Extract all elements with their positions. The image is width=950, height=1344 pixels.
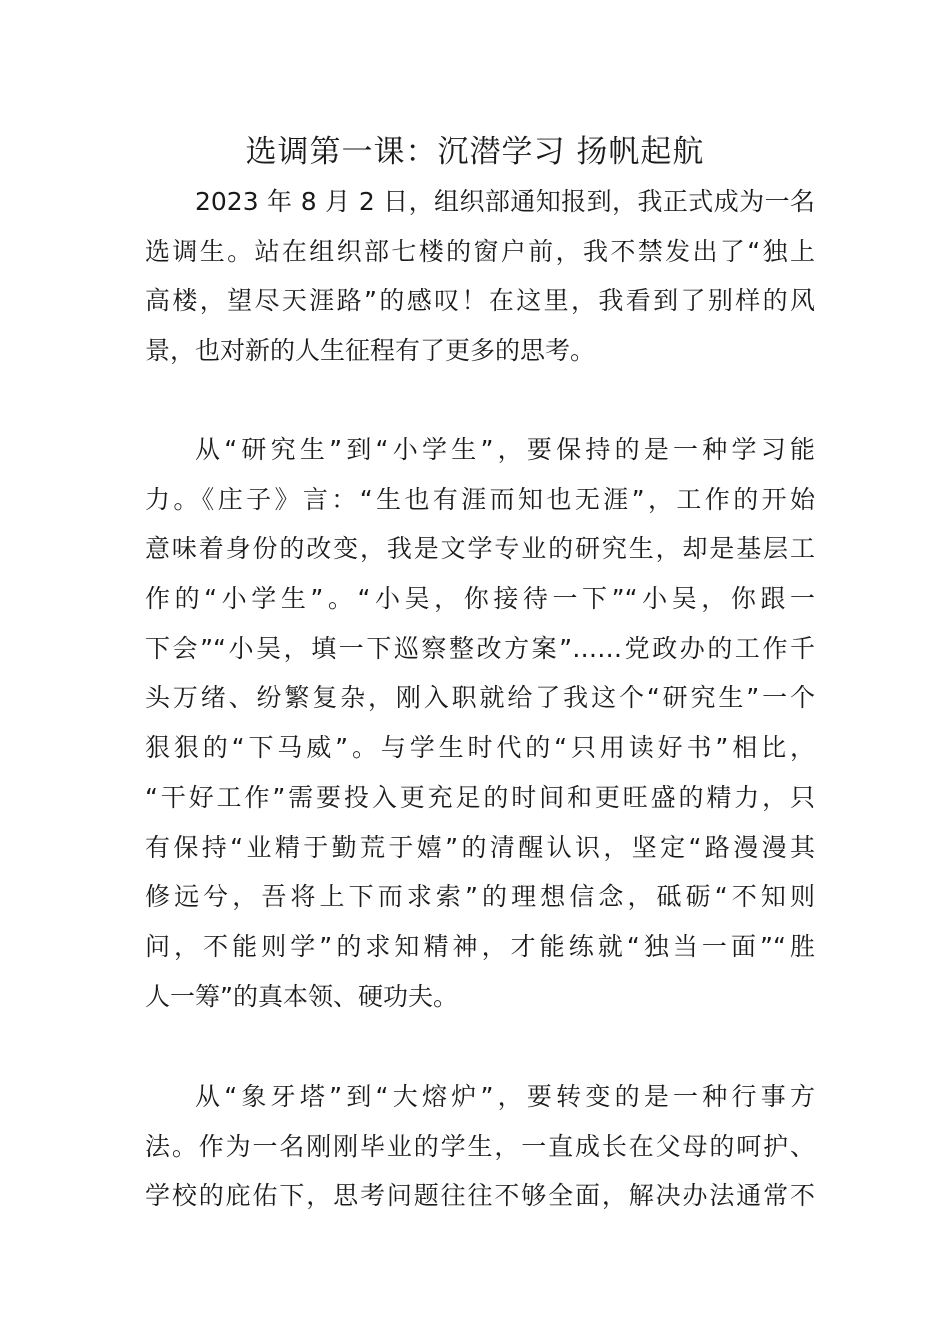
paragraph-line: 学校的庇佑下，思考问题往往不够全面，解决办法通常不	[145, 1181, 815, 1211]
paragraph-line: 作的“小学生”。“小吴，你接待一下”“小吴，你跟一	[145, 584, 815, 614]
paragraph-line: 从“象牙塔”到“大熔炉”，要转变的是一种行事方	[195, 1082, 815, 1111]
paragraph-line: 意味着身份的改变，我是文学专业的研究生，却是基层工	[145, 534, 815, 564]
paragraph-line: 景，也对新的人生征程有了更多的思考。	[145, 336, 596, 366]
paragraph-line: “干好工作”需要投入更充足的时间和更旺盛的精力，只	[145, 782, 815, 812]
paragraph-line: 法。作为一名刚刚毕业的学生，一直成长在父母的呵护、	[145, 1131, 815, 1161]
paragraph-1	[145, 177, 815, 376]
paragraph-2	[145, 425, 815, 1021]
paragraph-line: 头万绪、纷繁复杂，刚入职就给了我这个“研究生”一个	[145, 683, 815, 713]
paragraph-line: 2023 年 8 月 2 日，组织部通知报到，我正式成为一名	[195, 187, 815, 216]
paragraph-line: 有保持“业精于勤荒于嬉”的清醒认识，坚定“路漫漫其	[145, 832, 815, 862]
paragraph-line: 问，不能则学”的求知精神，才能练就“独当一面”“胜	[145, 931, 815, 961]
paragraph-line: 下会”“小吴，填一下巡察整改方案”……党政办的工作千	[145, 633, 815, 663]
paragraph-line: 力。《庄子》言：“生也有涯而知也无涯”，工作的开始	[145, 484, 815, 514]
document-title: 选调第一课：沉潜学习 扬帆起航	[245, 134, 705, 170]
paragraph-line: 从“研究生”到“小学生”，要保持的是一种学习能	[195, 435, 815, 464]
paragraph-line: 狠狠的“下马威”。与学生时代的“只用读好书”相比，	[145, 733, 815, 763]
paragraph-line: 修远兮，吾将上下而求索”的理想信念，砥砺“不知则	[145, 882, 815, 912]
paragraph-line: 高楼，望尽天涯路”的感叹！在这里，我看到了别样的风	[145, 286, 815, 316]
paragraph-line: 人一筹”的真本领、硬功夫。	[145, 981, 458, 1011]
paragraph-3	[145, 1072, 815, 1221]
paragraph-line: 选调生。站在组织部七楼的窗户前，我不禁发出了“独上	[145, 236, 815, 266]
